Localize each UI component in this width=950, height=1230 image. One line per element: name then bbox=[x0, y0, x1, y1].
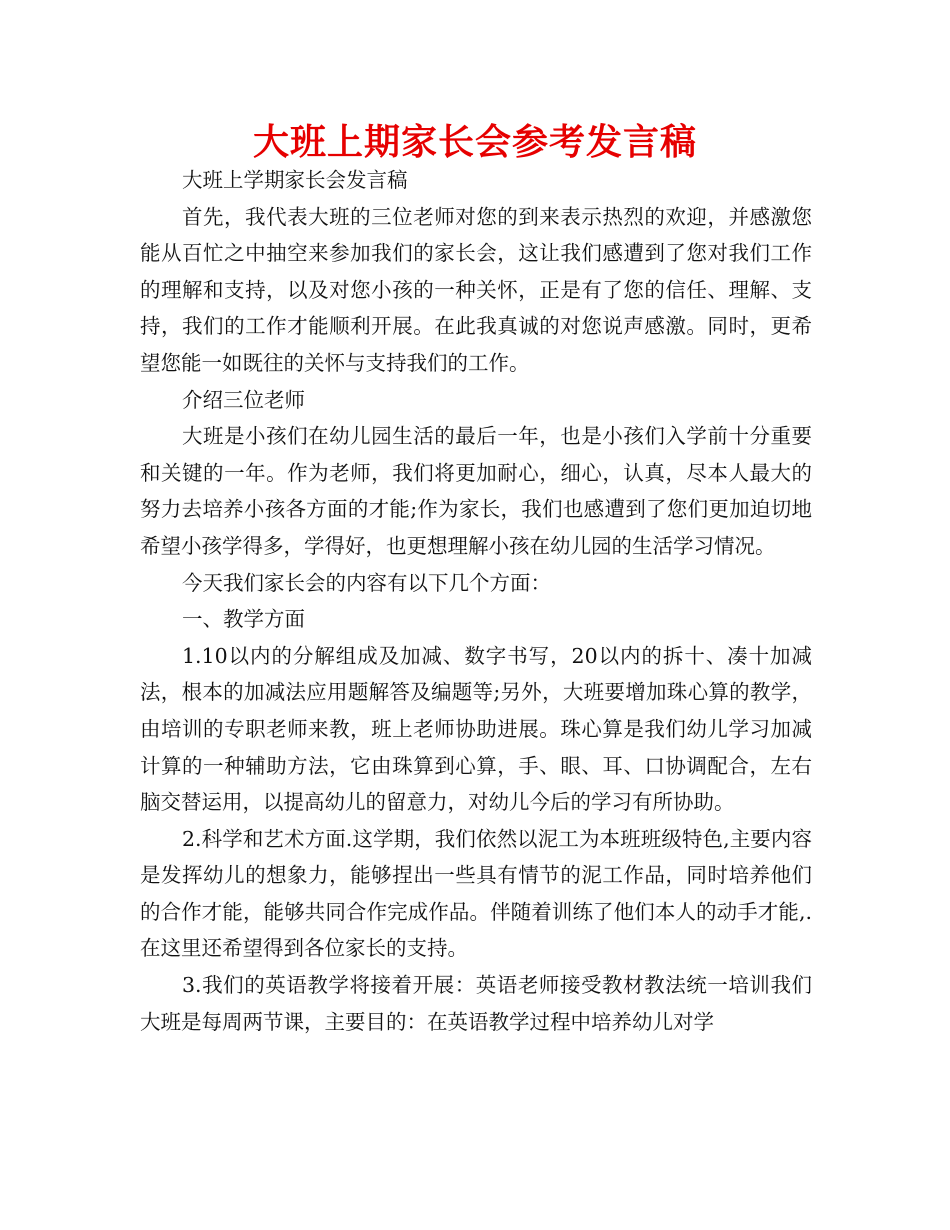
document-title: 大班上期家长会参考发言稿 bbox=[252, 122, 697, 163]
paragraph-agenda: 今天我们家长会的内容有以下几个方面： bbox=[182, 570, 551, 595]
paragraph-item-2: 2.科学和艺术方面.这学期，我们依然以泥工为本班班级特色,主要内容是发挥幼儿的想象力，能够捏出一些具有情节的泥工作品，同时培养他们的合作才能，能够共同合作完成作品。伴随着训练了他们本人的动手才能,.在这里还希望得到各位家长的支持。 bbox=[140, 826, 812, 961]
paragraph-final-year: 大班是小孩们在幼儿园生活的最后一年，也是小孩们入学前十分重要和关键的一年。作为老师，我们将更加耐心，细心，认真，尽本人最大的努力去培养小孩各方面的才能;作为家长，我们也感遭到了您们更加迫切地希望小孩学得多，学得好，也更想理解小孩在幼儿园的生活学习情况。 bbox=[140, 424, 812, 558]
paragraph-item-3: 3.我们的英语教学将接着开展：英语老师接受教材教法统一培训我们大班是每周两节课，主要目的：在英语教学过程中培养幼儿对学 bbox=[140, 973, 812, 1034]
paragraph-introduce-teachers: 介绍三位老师 bbox=[182, 387, 305, 412]
section-heading-teaching: 一、教学方面 bbox=[182, 607, 305, 632]
paragraph-greeting: 首先，我代表大班的三位老师对您的到来表示热烈的欢迎，并感激您能从百忙之中抽空来参加我们的家长会，这让我们感遭到了您对我们工作的理解和支持，以及对您小孩的一种关怀，正是有了您的信任、理解、支持，我们的工作才能顺利开展。在此我真诚的对您说声感激。同时，更希望您能一如既往的关怀与支持我们的工作。 bbox=[140, 204, 812, 375]
document-body bbox=[140, 162, 812, 1040]
paragraph-item-1: 1.10以内的分解组成及加减、数字书写，20以内的拆十、凑十加减法，根本的加减法应用题解答及编题等;另外，大班要增加珠心算的教学，由培训的专职老师来教，班上老师协助进展。珠心算是我们幼儿学习加减计算的一种辅助方法，它由珠算到心算，手、眼、耳、口协调配合，左右脑交替运用，以提高幼儿的留意力，对幼儿今后的学习有所协助。 bbox=[140, 643, 812, 815]
paragraph-subtitle: 大班上学期家长会发言稿 bbox=[182, 168, 408, 192]
